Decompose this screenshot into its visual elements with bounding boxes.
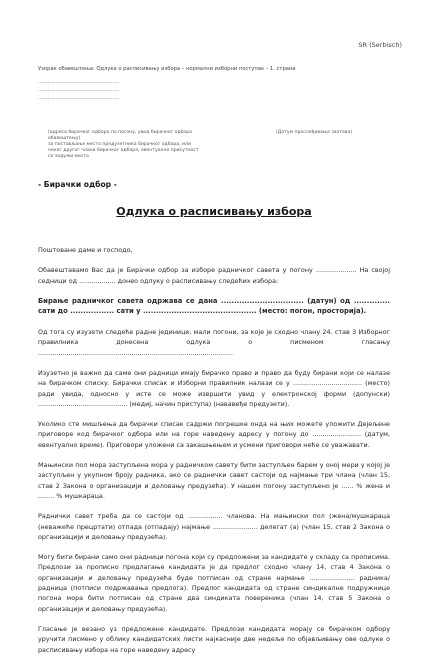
paragraph-objections: Уколико сте мишљења да бирачки списак садржи погрешке онда на њих можете уложити Дејељене приговоре код бирачког одбора или на горе наведену адресу у погону до ........................ (датум, евентуално време). Приговори уложени са закашњењем и усмени приговори неће се уважавати.	[38, 420, 390, 449]
address-note-1: (адреса бирачког одбора по погону, увид бирачког одбора	[48, 130, 192, 135]
language-label: SR (Serbisch)	[358, 41, 402, 49]
paragraph-intro: Обавештавамо Вас да је Бирачки одбор за изборе радничког савета у погону .................... На својој седници од .................. донео одлуку о расписивању следећих избора:	[38, 266, 390, 285]
organ-heading: - Бирачки одбор -	[38, 180, 117, 189]
paragraph-minority-gender: Мањински пол мора заступљена мора у радничком савету бити заступљен барем у оној мери у којој је заступљен у укупном броју радника, ако се раднички савет састоји од најмање три члана (члан 15, став 2 Закона о организацији и деловању предузећа). У нашем погону заступљено је ...... % жена и ........ % мушкараца.	[38, 461, 390, 500]
address-note-2: обавештењу)	[48, 136, 81, 141]
address-note-5: се задужи место	[48, 154, 89, 159]
date-note: (Датум прослеђивања захтева)	[276, 130, 353, 135]
document-body	[38, 245, 390, 665]
salutation: Поштоване даме и господо,	[38, 246, 133, 254]
pattern-label: Узорак обавештења: Одлука о расписивању избора – нормални изборни поступак – 1. страна	[38, 66, 296, 72]
paragraph-voting: Гласање је везано уз предложене кандидате. Предлози кандидата морају се бирачком одбору уручити писмено у облику кандидатских листи најкасније две недеље по објављивању ове одлуке о расписивању избора на горе наведену адресу	[38, 624, 390, 654]
address-note-3: за постављање место предузетника бирачког одбора, или	[48, 142, 191, 147]
paragraph-candidates: Могу бити бирани само они радници погона који су предложени за кандидате у складу са прописима. Предлози за прописно предлагање кандидата је да предлог сходно члану 14, став 4 Закона о организацији и деловању предузећа буде потписан од стране најмање ...................... радника/ радница (потписи подржавања предлога). Предлог кандидата од стране синдикалне подружнице погона мора бити потписан од стране два синдиката повереника (члан 14, став 5 Закона о организацији и деловању предузећа).	[38, 553, 390, 613]
address-line-3: ...................................................	[38, 95, 120, 101]
paragraph-council-size: Раднички савет треба да се састоји од ................. чланова. На мањински пол (жена/мушкараца (невaжеће прецртати) отпада (отпадају) најмање ...................... делегат (а) (члан 15, став 2 Закона о организацији и деловању предузећа).	[38, 512, 390, 541]
address-note-4: неког другог члана бирачког одбора, евентуално присутност	[48, 148, 199, 153]
paragraph-election-date: Бирање радничког савета одржава се дана ................................ (датун) од .............. сати до ................. сати у ............................................ (место: погон, просторија).	[38, 296, 390, 316]
paragraph-exceptions: Од тога су изузети следеће радне јединице, мали погони, за које је сходно члану 24. став 3 Изборног правилника донесена одлука о писменом гласању ................................................................................................	[38, 328, 390, 357]
document-header	[38, 180, 390, 218]
paragraph-voter-list: Изузетно је важно да саме они радници имају бирачко право и право да буду бирани који се налазе на бирачком списку. Бирачки списак и Изборни правилник налази се у .................................. (место) ради увида, односно у исте се може извршити увид у електронској форми (допунски) ............................................ (медиј, начин приступа) (нававеђе предузети).	[38, 368, 390, 408]
document-title: Одлука о расписивању избора	[116, 205, 312, 218]
address-line-1: ...................................................	[38, 79, 120, 85]
address-line-2: ...................................................	[38, 87, 120, 93]
